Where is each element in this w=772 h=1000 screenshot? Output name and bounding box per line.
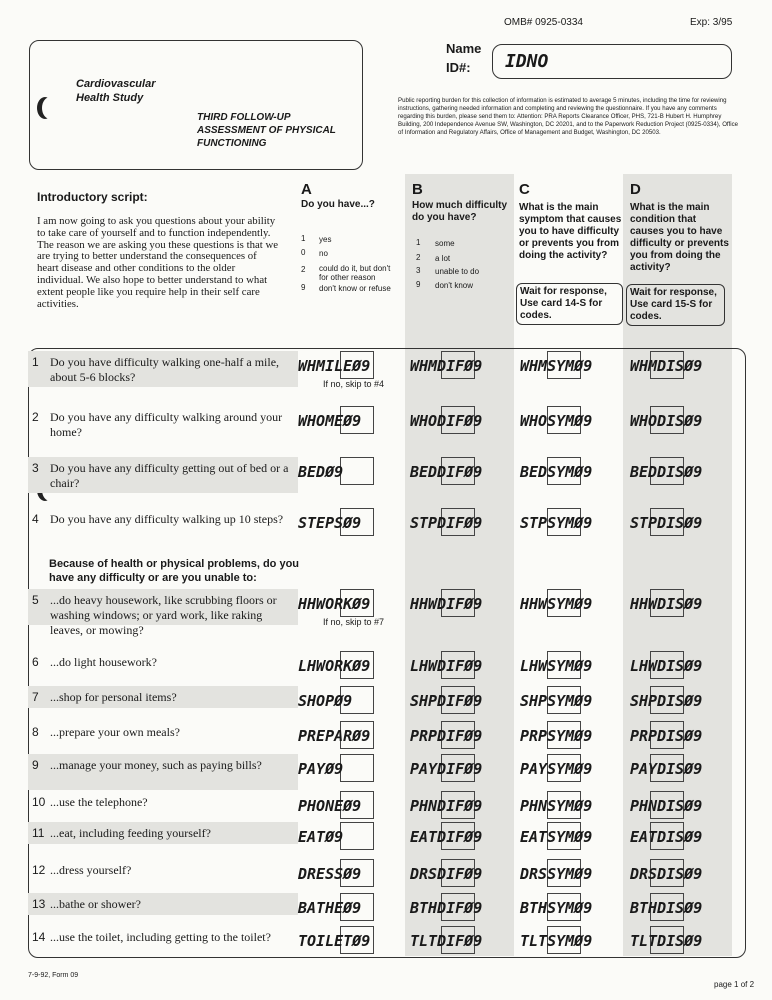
column-a-option-text: could do it, but don't for other reason bbox=[319, 264, 391, 282]
variable-code: PAYØ9 bbox=[298, 760, 344, 778]
question-number: 8 bbox=[32, 725, 39, 739]
question-number: 10 bbox=[32, 795, 46, 809]
variable-code: STPDISØ9 bbox=[630, 514, 703, 532]
question-text: ...manage your money, such as paying bills? bbox=[50, 758, 262, 772]
intro-label: Introductory script: bbox=[37, 190, 148, 204]
omb-number: OMB# 0925-0334 bbox=[504, 17, 583, 28]
column-a-option-code: 9 bbox=[301, 283, 306, 292]
response-box[interactable] bbox=[340, 822, 374, 850]
variable-code: PHNDIFØ9 bbox=[410, 797, 483, 815]
skip-instruction: If no, skip to #4 bbox=[323, 379, 385, 389]
variable-code: STPDIFØ9 bbox=[410, 514, 483, 532]
variable-code: BEDSYMØ9 bbox=[520, 463, 593, 481]
question-number: 4 bbox=[32, 512, 39, 526]
question-number: 7 bbox=[32, 690, 39, 704]
crescent-logo-icon bbox=[42, 97, 58, 119]
column-b-option-code: 9 bbox=[416, 280, 421, 289]
question-text: Do you have any difficulty walking around your home? bbox=[50, 410, 283, 439]
question-text: ...use the telephone? bbox=[50, 795, 148, 809]
variable-code: TLTSYMØ9 bbox=[520, 932, 593, 950]
variable-code: TOILETØ9 bbox=[298, 932, 371, 950]
column-b-title: How much difficulty do you have? bbox=[412, 200, 507, 223]
question-text: Do you have any difficulty walking up 10 steps? bbox=[50, 512, 284, 526]
footer-page-number: page 1 of 2 bbox=[714, 980, 755, 989]
column-c-title: What is the main symptom that causes you to have difficulty or prevents you from doing the activity? bbox=[519, 202, 622, 261]
response-box[interactable] bbox=[340, 754, 374, 782]
question-number: 9 bbox=[32, 758, 39, 772]
variable-code: WHODIFØ9 bbox=[410, 412, 483, 430]
variable-code: LHWSYMØ9 bbox=[520, 657, 593, 675]
variable-code: WHMSYMØ9 bbox=[520, 357, 593, 375]
footer-form-id: 7-9-92, Form 09 bbox=[28, 972, 79, 979]
variable-code: PRPDIFØ9 bbox=[410, 727, 483, 745]
column-a-letter: A bbox=[301, 181, 312, 198]
variable-code: PRPDISØ9 bbox=[630, 727, 703, 745]
intro-script: I am now going to ask you questions about your ability to take care of yourself and to function independently. The reason we are asking you these questions is that we are trying to better understand the consequences of heart disease and other conditions to the older individual. We also hope to better understand to what extent people like you require help in their self care activities. bbox=[37, 215, 279, 310]
variable-code: DRSDISØ9 bbox=[630, 865, 703, 883]
variable-code: EATDISØ9 bbox=[630, 828, 703, 846]
variable-code: TLTDIFØ9 bbox=[410, 932, 483, 950]
section-header: Because of health or physical problems, do you have any difficulty or are you unable to: bbox=[49, 558, 300, 584]
form-title: THIRD FOLLOW-UP ASSESSMENT OF PHYSICAL FUNCTIONING bbox=[197, 112, 336, 149]
variable-code: PHNDISØ9 bbox=[630, 797, 703, 815]
variable-code: PHONEØ9 bbox=[298, 797, 362, 815]
column-b-option-text: don't know bbox=[435, 281, 473, 290]
question-text: ...use the toilet, including getting to the toilet? bbox=[50, 930, 271, 944]
variable-code: HHWDISØ9 bbox=[630, 595, 703, 613]
variable-code: HHWSYMØ9 bbox=[520, 595, 593, 613]
question-number: 5 bbox=[32, 593, 39, 607]
question-number: 11 bbox=[32, 826, 45, 840]
column-a-option-code: 1 bbox=[301, 234, 306, 243]
column-b-option-code: 1 bbox=[416, 238, 421, 247]
id-label: ID#: bbox=[446, 60, 471, 75]
variable-code: EATDIFØ9 bbox=[410, 828, 483, 846]
question-text: ...do light housework? bbox=[50, 655, 157, 669]
question-number: 14 bbox=[32, 930, 46, 944]
idno-field[interactable] bbox=[492, 44, 732, 79]
question-text: ...do heavy housework, like scrubbing floors or washing windows; or yard work, like raking leaves, or mowing? bbox=[50, 593, 277, 637]
question-text: ...shop for personal items? bbox=[50, 690, 177, 704]
response-box[interactable] bbox=[340, 457, 374, 485]
idno-value: IDNO bbox=[505, 51, 549, 72]
study-name: Cardiovascular Health Study bbox=[76, 78, 156, 104]
variable-code: DRSDIFØ9 bbox=[410, 865, 483, 883]
column-d-instructions: Wait for response, Use card 15-S for codes. bbox=[626, 284, 725, 326]
variable-code: PAYDIFØ9 bbox=[410, 760, 483, 778]
variable-code: EATØ9 bbox=[298, 828, 344, 846]
name-label: Name bbox=[446, 41, 482, 56]
column-a-option-text: yes bbox=[319, 235, 332, 244]
column-b-option-code: 2 bbox=[416, 253, 421, 262]
question-text: Do you have difficulty walking one-half a mile, about 5-6 blocks? bbox=[50, 355, 280, 384]
variable-code: PRPSYMØ9 bbox=[520, 727, 593, 745]
question-text: ...eat, including feeding yourself? bbox=[50, 826, 211, 840]
variable-code: WHMILEØ9 bbox=[298, 357, 371, 375]
variable-code: SHPDISØ9 bbox=[630, 692, 703, 710]
variable-code: LHWORKØ9 bbox=[298, 657, 371, 675]
column-a-option-code: 0 bbox=[301, 248, 306, 257]
column-a-option-text: don't know or refuse bbox=[319, 284, 391, 293]
column-b-option-code: 3 bbox=[416, 266, 421, 275]
expiration-date: Exp: 3/95 bbox=[690, 17, 733, 28]
variable-code: DRSSYMØ9 bbox=[520, 865, 593, 883]
variable-code: BEDDISØ9 bbox=[630, 463, 703, 481]
variable-code: SHPSYMØ9 bbox=[520, 692, 593, 710]
variable-code: STPSYMØ9 bbox=[520, 514, 593, 532]
question-number: 6 bbox=[32, 655, 39, 669]
column-b-option-text: a lot bbox=[435, 254, 451, 263]
question-number: 1 bbox=[32, 355, 39, 369]
variable-code: BTHDIFØ9 bbox=[410, 899, 483, 917]
column-a-option-code: 2 bbox=[301, 265, 306, 274]
variable-code: SHOPØ9 bbox=[298, 692, 353, 710]
variable-code: PAYSYMØ9 bbox=[520, 760, 593, 778]
question-text: Do you have any difficulty getting out of bed or a chair? bbox=[50, 461, 289, 490]
skip-instruction: If no, skip to #7 bbox=[323, 617, 385, 627]
column-c-instructions: Wait for response, Use card 14-S for codes. bbox=[516, 283, 623, 325]
column-b-letter: B bbox=[412, 181, 423, 198]
variable-code: LHWDISØ9 bbox=[630, 657, 703, 675]
variable-code: TLTDISØ9 bbox=[630, 932, 703, 950]
title-box bbox=[29, 40, 363, 170]
variable-code: SHPDIFØ9 bbox=[410, 692, 483, 710]
variable-code: PHNSYMØ9 bbox=[520, 797, 593, 815]
question-number: 12 bbox=[32, 863, 46, 877]
variable-code: PAYDISØ9 bbox=[630, 760, 703, 778]
burden-statement: Public reporting burden for this collection of information is estimated to average 5 minutes, including the time for reviewing instructions, gathering needed information and completing and reviewing the questionnaire. If you have any comments regarding this burden, please send them to: Attention: PRA Reports Clearance Officer, PHS, 721-B Hubert H. Humphrey Building, 200 Independence Avenue SW, Washington, DC 20201, and to the Paperwork Reduction Project (0925-0334), Office of Information and Regulatory Affairs, Office of Management and Budget, Washington, DC 20503. bbox=[398, 97, 738, 136]
variable-code: BTHSYMØ9 bbox=[520, 899, 593, 917]
question-number: 2 bbox=[32, 410, 39, 424]
column-d-letter: D bbox=[630, 181, 641, 198]
question-number: 3 bbox=[32, 461, 39, 475]
variable-code: WHOSYMØ9 bbox=[520, 412, 593, 430]
question-number: 13 bbox=[32, 897, 46, 911]
column-b-option-text: some bbox=[435, 239, 455, 248]
variable-code: EATSYMØ9 bbox=[520, 828, 593, 846]
variable-code: STEPSØ9 bbox=[298, 514, 362, 532]
question-text: ...bathe or shower? bbox=[50, 897, 141, 911]
question-text: ...dress yourself? bbox=[50, 863, 132, 877]
variable-code: DRESSØ9 bbox=[298, 865, 362, 883]
question-text: ...prepare your own meals? bbox=[50, 725, 180, 739]
variable-code: BTHDISØ9 bbox=[630, 899, 703, 917]
variable-code: BATHEØ9 bbox=[298, 899, 362, 917]
variable-code: WHMDISØ9 bbox=[630, 357, 703, 375]
column-a-title: Do you have...? bbox=[301, 199, 375, 210]
variable-code: WHOMEØ9 bbox=[298, 412, 362, 430]
variable-code: BEDDIFØ9 bbox=[410, 463, 483, 481]
column-a-option-text: no bbox=[319, 249, 328, 258]
column-b-option-text: unable to do bbox=[435, 267, 480, 276]
variable-code: WHODISØ9 bbox=[630, 412, 703, 430]
variable-code: BEDØ9 bbox=[298, 463, 344, 481]
variable-code: HHWORKØ9 bbox=[298, 595, 371, 613]
variable-code: HHWDIFØ9 bbox=[410, 595, 483, 613]
column-d-title: What is the main condition that causes you to have difficulty or prevents you from doing the activity? bbox=[630, 202, 729, 273]
variable-code: WHMDIFØ9 bbox=[410, 357, 483, 375]
column-c-letter: C bbox=[519, 181, 530, 198]
variable-code: LHWDIFØ9 bbox=[410, 657, 483, 675]
variable-code: PREPARØ9 bbox=[298, 727, 371, 745]
